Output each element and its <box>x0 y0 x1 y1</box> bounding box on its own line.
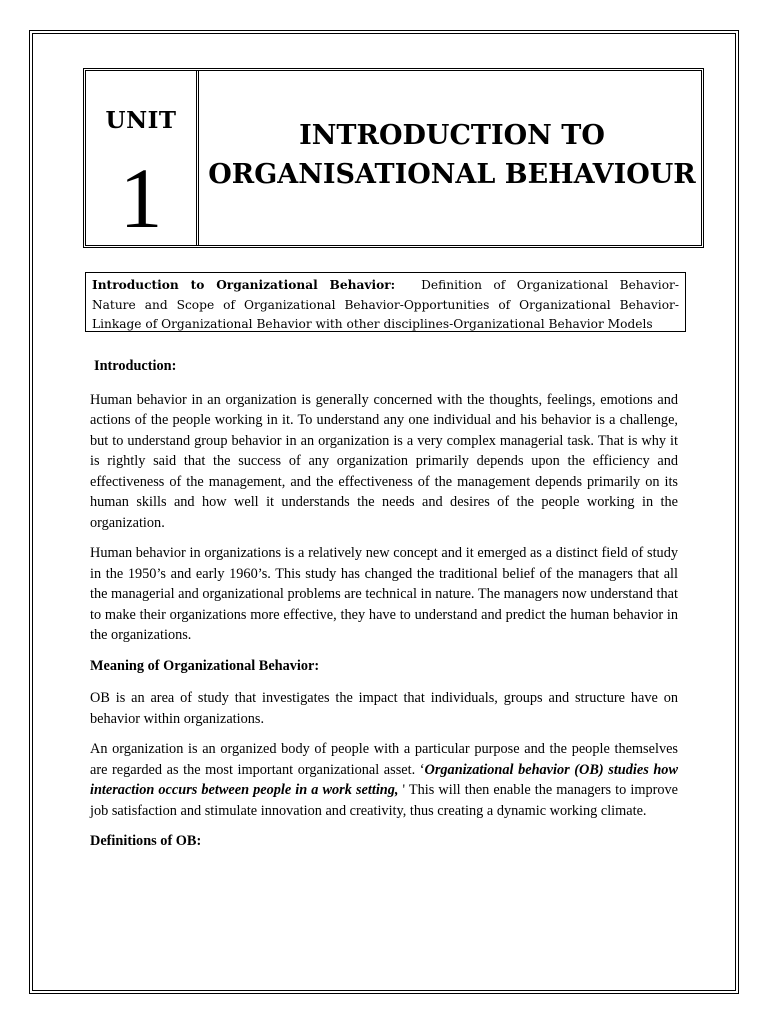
meaning-p2-start: An organization is an organized body of people with a particular purpose and the people themselves are regarded as the most important organizational asset. ‘ <box>90 741 678 778</box>
introduction-paragraph-2: Human behavior in organizations is a relatively new concept and it emerged as a distinct field of study in the 1950’s and early 1960’s. This study has changed the traditional belief of the managers that all the managerial and organizational problems are technical in nature. The managers now understand that to make their organizations more effective, they have to understand and predict the human behavior in the organizations. <box>90 545 678 643</box>
unit-title-box <box>83 68 704 248</box>
ob-definition-quote: Organizational behavior (OB) studies how interaction occurs between people in a work setting, <box>90 761 678 798</box>
unit-title-line2: ORGANISATIONAL BEHAVIOUR <box>208 159 696 190</box>
meaning-p2-end: ' This will then enable the managers to improve job satisfaction and stimulate innovation and creativity, thus creating a dynamic working climate. <box>90 782 678 819</box>
meaning-heading: Meaning of Organizational Behavior: <box>90 657 320 674</box>
summary-lead: Introduction to Organizational Behavior: <box>92 278 396 292</box>
introduction-paragraph-1: Human behavior in an organization is generally concerned with the thoughts, feelings, emotions and actions of the people working in it. To understand any one individual and his behavior is a challenge, but to understand group behavior in an organization is a very complex managerial task. That is why it is rightly said that the success of any organization primarily depends upon the efficiency and effectiveness of the management, and the effectiveness of the management depends primarily on its human skills and how well it understands the needs and desires of the people working in the organization. <box>90 391 678 531</box>
definitions-heading: Definitions of OB: <box>90 833 202 849</box>
meaning-paragraph-2 <box>90 739 678 821</box>
title-divider <box>196 71 199 245</box>
introduction-heading: Introduction: <box>94 358 177 374</box>
unit-label: UNIT <box>105 107 177 134</box>
meaning-paragraph-1: OB is an area of study that investigates the impact that individuals, groups and structure have on behavior within organizations. <box>90 690 678 727</box>
page-content <box>90 356 678 864</box>
summary-text: Definition of Organizational Behavior- Nature and Scope of Organizational Behavior-Opportunities of Organizational Behavior- Linkage of Organizational Behavior with other disciplines-Organizational Behavior Models <box>92 278 679 331</box>
unit-summary-box <box>85 272 686 332</box>
unit-title-line1: INTRODUCTION TO <box>299 120 605 151</box>
unit-title <box>204 116 700 194</box>
unit-number: 1 <box>119 150 163 246</box>
